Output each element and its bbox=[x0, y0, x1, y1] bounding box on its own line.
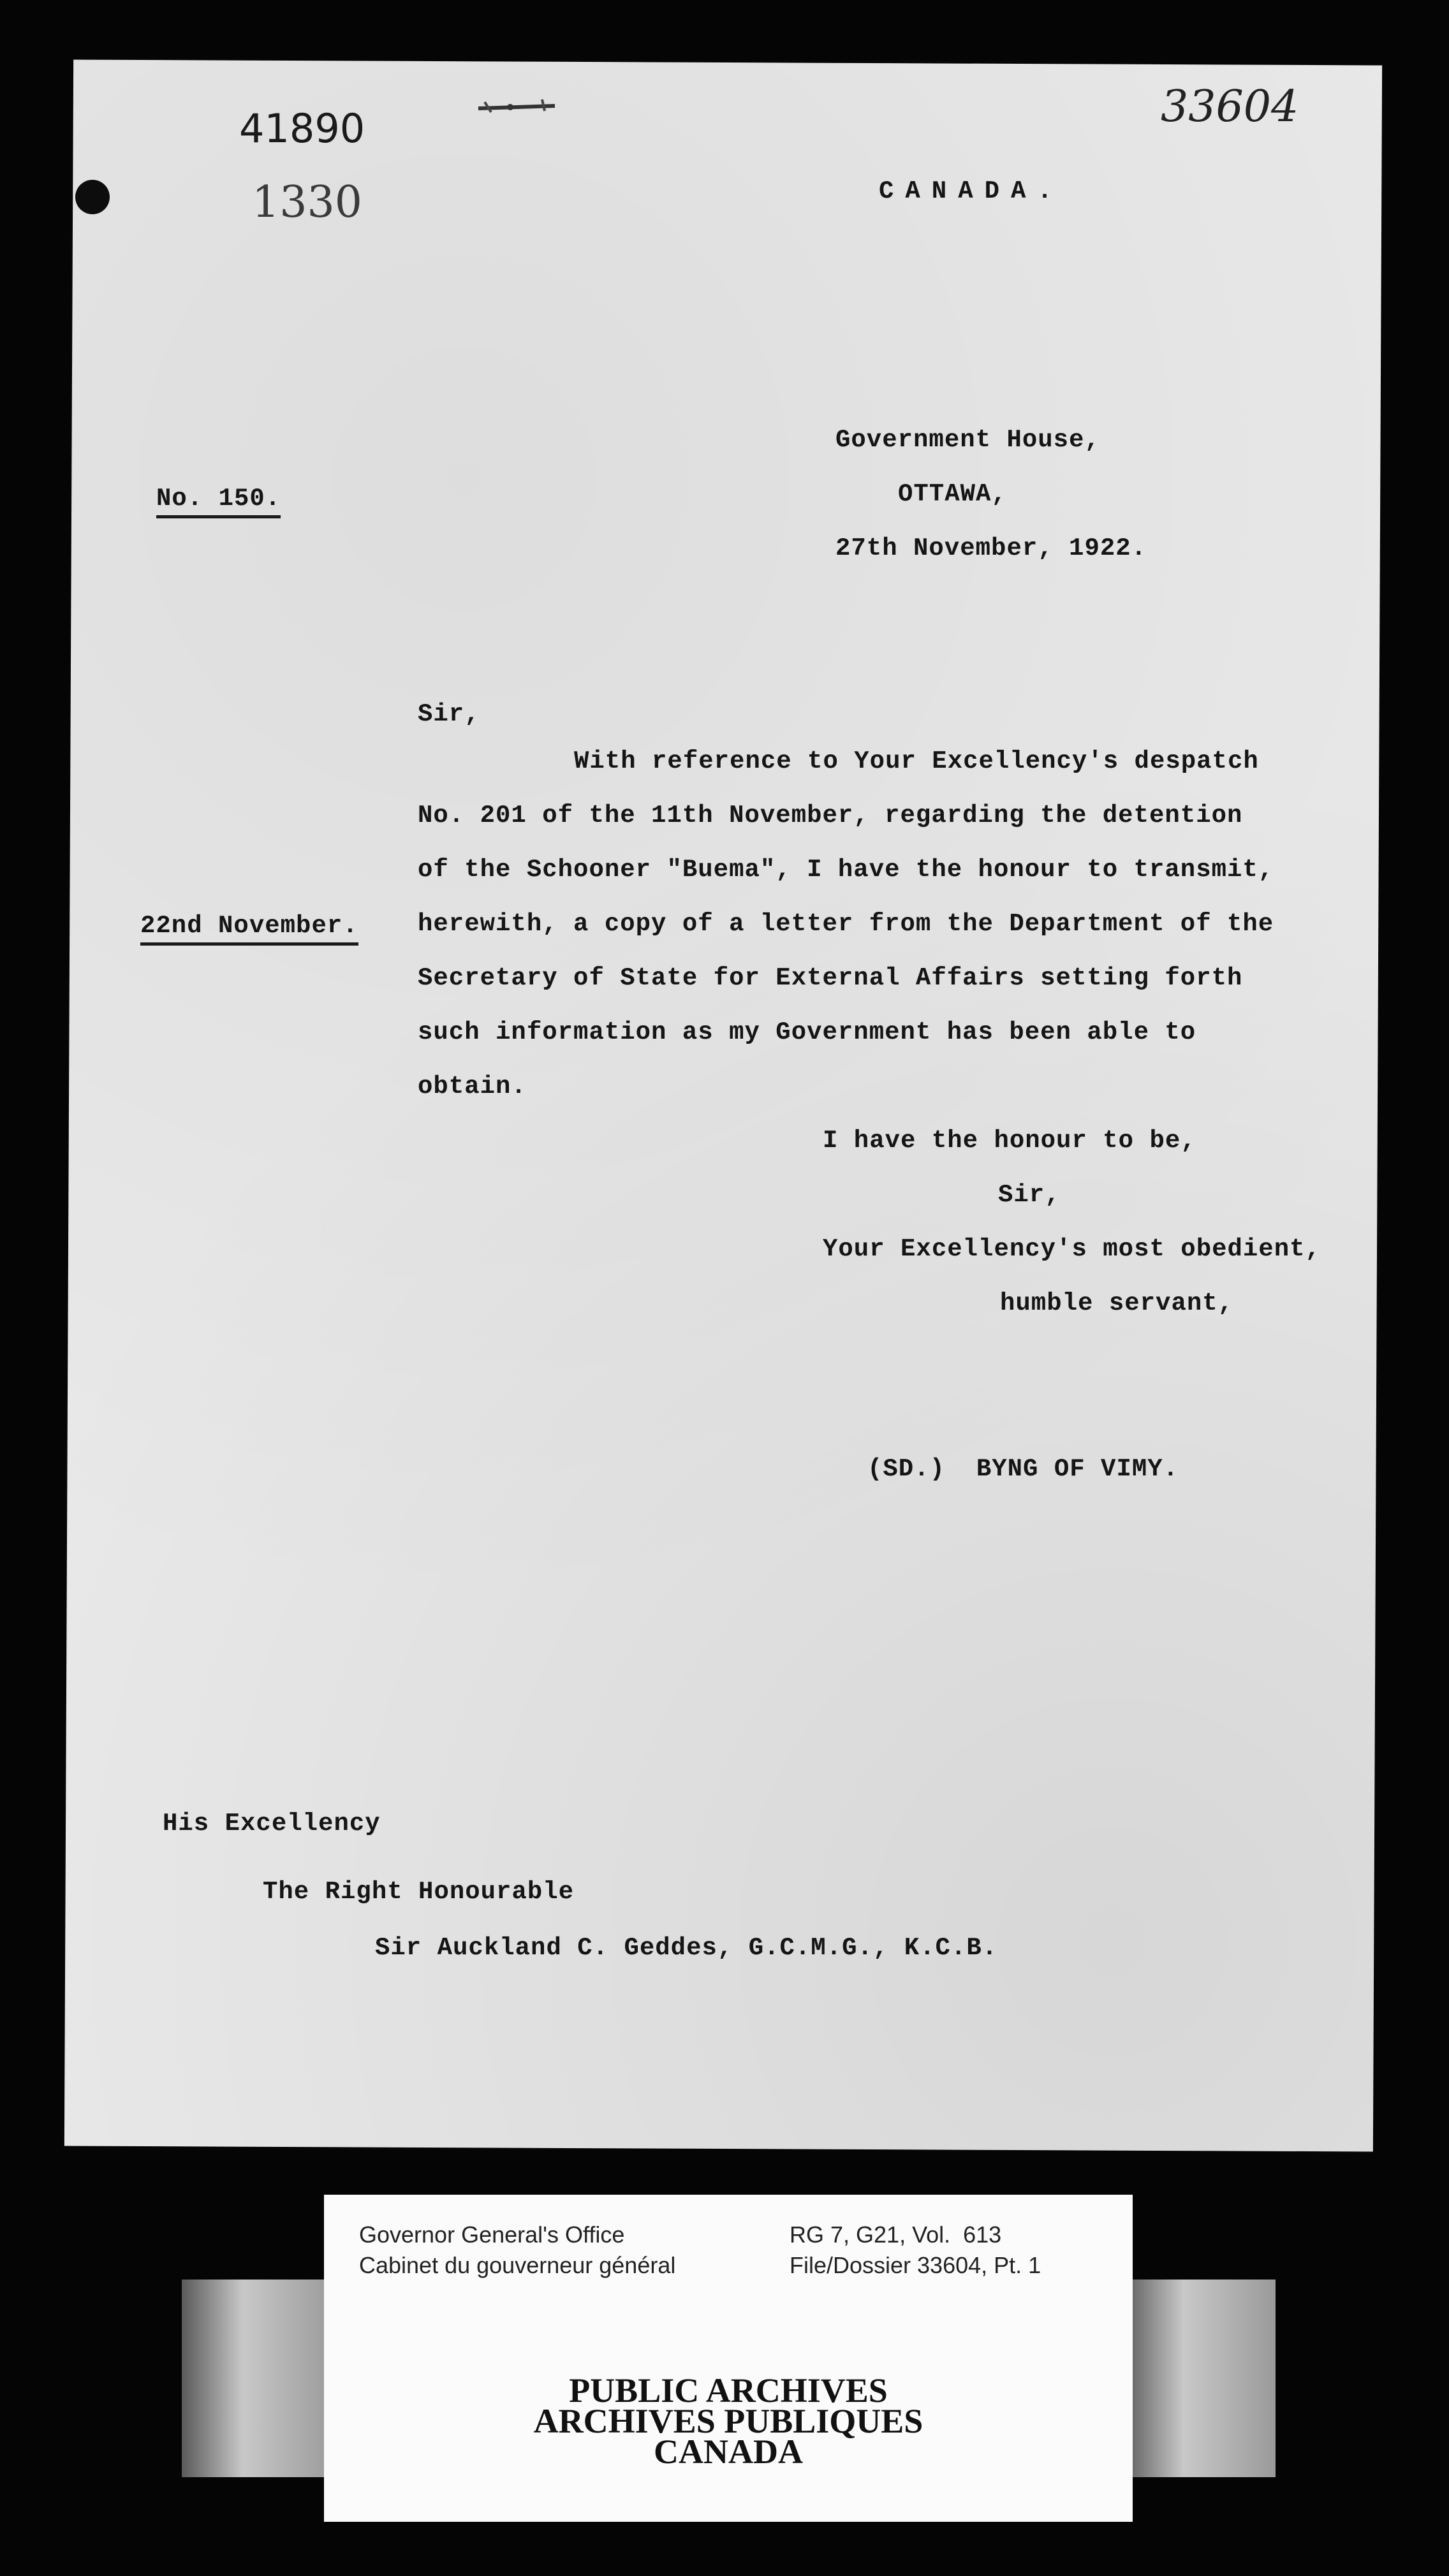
closing-line: humble servant, bbox=[1000, 1289, 1234, 1317]
addressee-line: His Excellency bbox=[163, 1810, 381, 1838]
body-line: such information as my Government has been able to bbox=[418, 1018, 1196, 1046]
office-english: Governor General's Office bbox=[359, 2221, 625, 2248]
letter-date: 27th November, 1922. bbox=[835, 534, 1147, 562]
body-line: of the Schooner "Buema", I have the honour to transmit, bbox=[418, 856, 1274, 884]
body-line: With reference to Your Excellency's despatch bbox=[574, 747, 1259, 775]
file-dossier-ref: File/Dossier 33604, Pt. 1 bbox=[790, 2252, 1041, 2278]
country-heading: CANADA. bbox=[879, 177, 1064, 205]
archive-label-title bbox=[324, 2366, 1133, 2522]
archive-title-english: PUBLIC ARCHIVES bbox=[569, 2371, 888, 2410]
addressee-line: Sir Auckland C. Geddes, G.C.M.G., K.C.B. bbox=[375, 1934, 998, 1962]
record-group-ref: RG 7, G21, Vol. 613 bbox=[790, 2221, 1002, 2248]
stamp-number-second: 1330 bbox=[252, 177, 363, 228]
address-line-2: OTTAWA, bbox=[898, 480, 1007, 508]
closing-line: Your Excellency's most obedient, bbox=[823, 1235, 1321, 1263]
salutation: Sir, bbox=[418, 700, 480, 728]
mount-tab-right bbox=[1122, 2280, 1276, 2477]
body-line: No. 201 of the 11th November, regarding the detention bbox=[418, 801, 1243, 830]
signature: (SD.) BYNG OF VIMY. bbox=[867, 1455, 1179, 1483]
paper-clip-mark-icon bbox=[466, 89, 568, 128]
office-french: Cabinet du gouverneur général bbox=[359, 2252, 676, 2278]
closing-line: Sir, bbox=[998, 1181, 1061, 1209]
archive-title-french: ARCHIVES PUBLIQUES bbox=[533, 2402, 923, 2440]
mount-tab-left bbox=[182, 2280, 335, 2477]
body-line: obtain. bbox=[418, 1072, 527, 1101]
handwritten-file-reference: 33604 bbox=[1161, 82, 1299, 132]
body-line: herewith, a copy of a letter from the Department of the bbox=[418, 910, 1274, 938]
punch-hole bbox=[75, 180, 110, 214]
margin-note: 22nd November. bbox=[140, 912, 358, 946]
despatch-number: No. 150. bbox=[156, 485, 281, 518]
addressee-line: The Right Honourable bbox=[263, 1878, 575, 1906]
letter-page bbox=[64, 60, 1382, 2152]
stamp-number-top: 41890 bbox=[239, 105, 365, 152]
body-line: Secretary of State for External Affairs setting forth bbox=[418, 964, 1243, 992]
archive-title-country: CANADA bbox=[654, 2433, 803, 2471]
archive-label-reference bbox=[324, 2195, 1133, 2366]
address-line-1: Government House, bbox=[835, 426, 1100, 454]
closing-line: I have the honour to be, bbox=[823, 1127, 1196, 1155]
